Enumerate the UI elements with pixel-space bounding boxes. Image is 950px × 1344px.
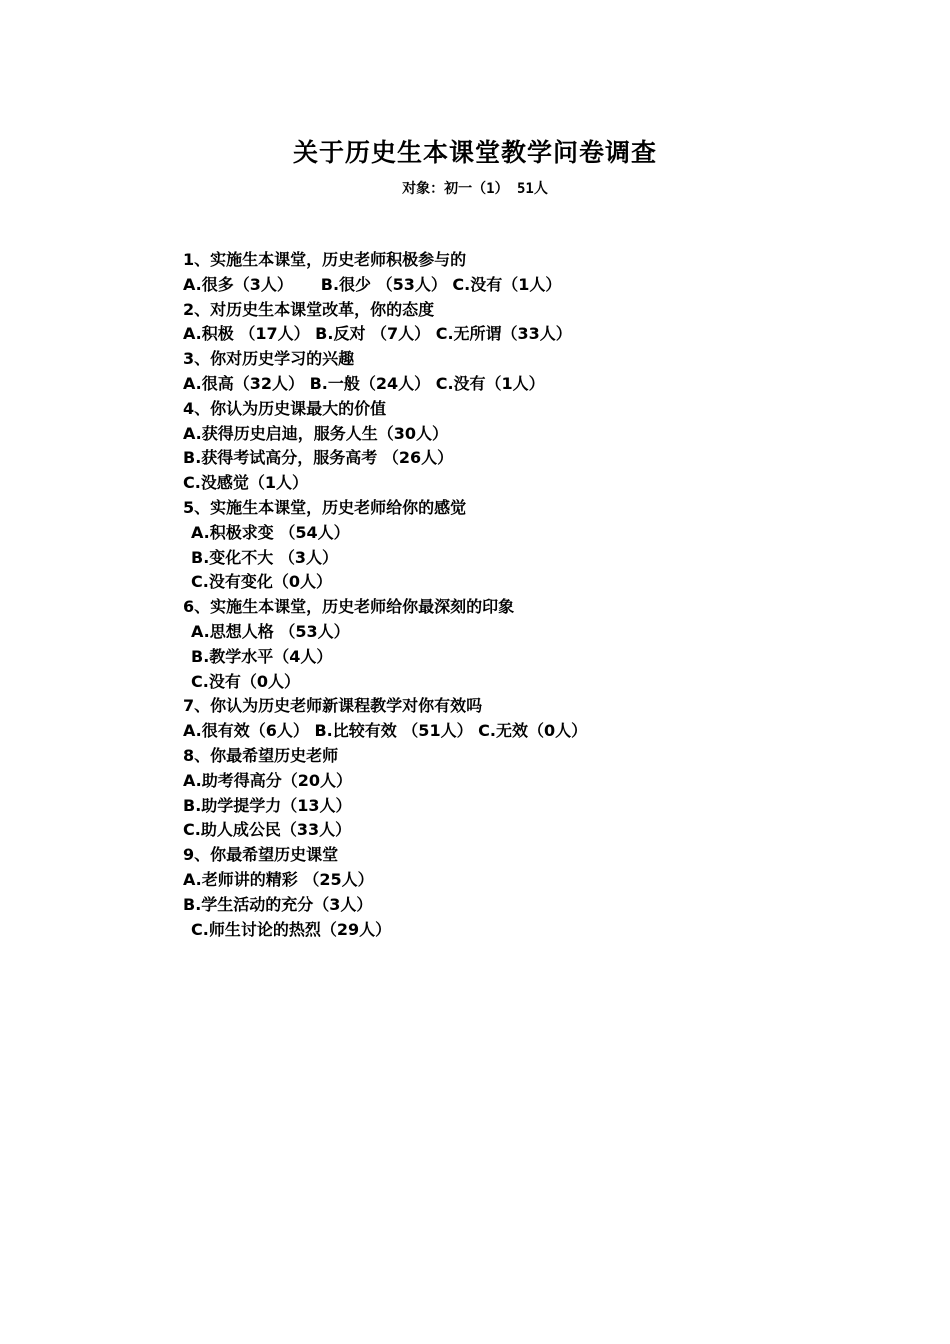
- answer-options: B.变化不大 （3人）: [191, 547, 338, 567]
- answer-options: C.没感觉（1人）: [183, 473, 308, 493]
- question-text: 5、实施生本课堂，历史老师给你的感觉: [183, 497, 467, 517]
- question-text: 7、你认为历史老师新课程教学对你有效吗: [183, 696, 483, 716]
- answer-options: C.助人成公民（33人）: [183, 820, 352, 840]
- question-text: 3、你对历史学习的兴趣: [183, 349, 355, 369]
- answer-options: A.很多（3人） B.很少 （53人） C.没有（1人）: [183, 274, 562, 294]
- answer-options: A.很有效（6人） B.比较有效 （51人） C.无效（0人）: [183, 721, 588, 741]
- document-title: 关于历史生本课堂教学问卷调查: [292, 138, 657, 167]
- answer-options: A.积极 （17人） B.反对 （7人） C.无所谓（33人）: [183, 324, 572, 344]
- answer-options: C.师生讨论的热烈（29人）: [191, 919, 392, 939]
- answer-options: A.很高（32人） B.一般（24人） C.没有（1人）: [183, 373, 545, 393]
- answer-options: B.助学提学力（13人）: [183, 795, 352, 815]
- question-text: 2、对历史生本课堂改革，你的态度: [183, 299, 435, 319]
- question-text: 8、你最希望历史老师: [183, 745, 339, 765]
- answer-options: A.助考得高分（20人）: [183, 770, 353, 790]
- document-subtitle: 对象：初一（1） 51人: [402, 181, 548, 197]
- answer-options: C.没有（0人）: [191, 671, 300, 691]
- question-text: 1、实施生本课堂，历史老师积极参与的: [183, 250, 467, 269]
- survey-body: [183, 248, 883, 942]
- question-text: 4、你认为历史课最大的价值: [183, 398, 387, 418]
- answer-options: A.积极求变 （54人）: [191, 522, 350, 542]
- answer-options: A.获得历史启迪，服务人生（30人）: [183, 423, 449, 443]
- answer-options: C.没有变化（0人）: [191, 572, 332, 592]
- answer-options: B.获得考试高分，服务高考 （26人）: [183, 448, 454, 468]
- answer-options: B.学生活动的充分（3人）: [183, 894, 373, 914]
- answer-options: B.教学水平（4人）: [191, 646, 333, 666]
- question-text: 9、你最希望历史课堂: [183, 845, 339, 865]
- answer-options: A.老师讲的精彩 （25人）: [183, 869, 374, 889]
- answer-options: A.思想人格 （53人）: [191, 621, 350, 641]
- question-text: 6、实施生本课堂，历史老师给你最深刻的印象: [183, 597, 515, 617]
